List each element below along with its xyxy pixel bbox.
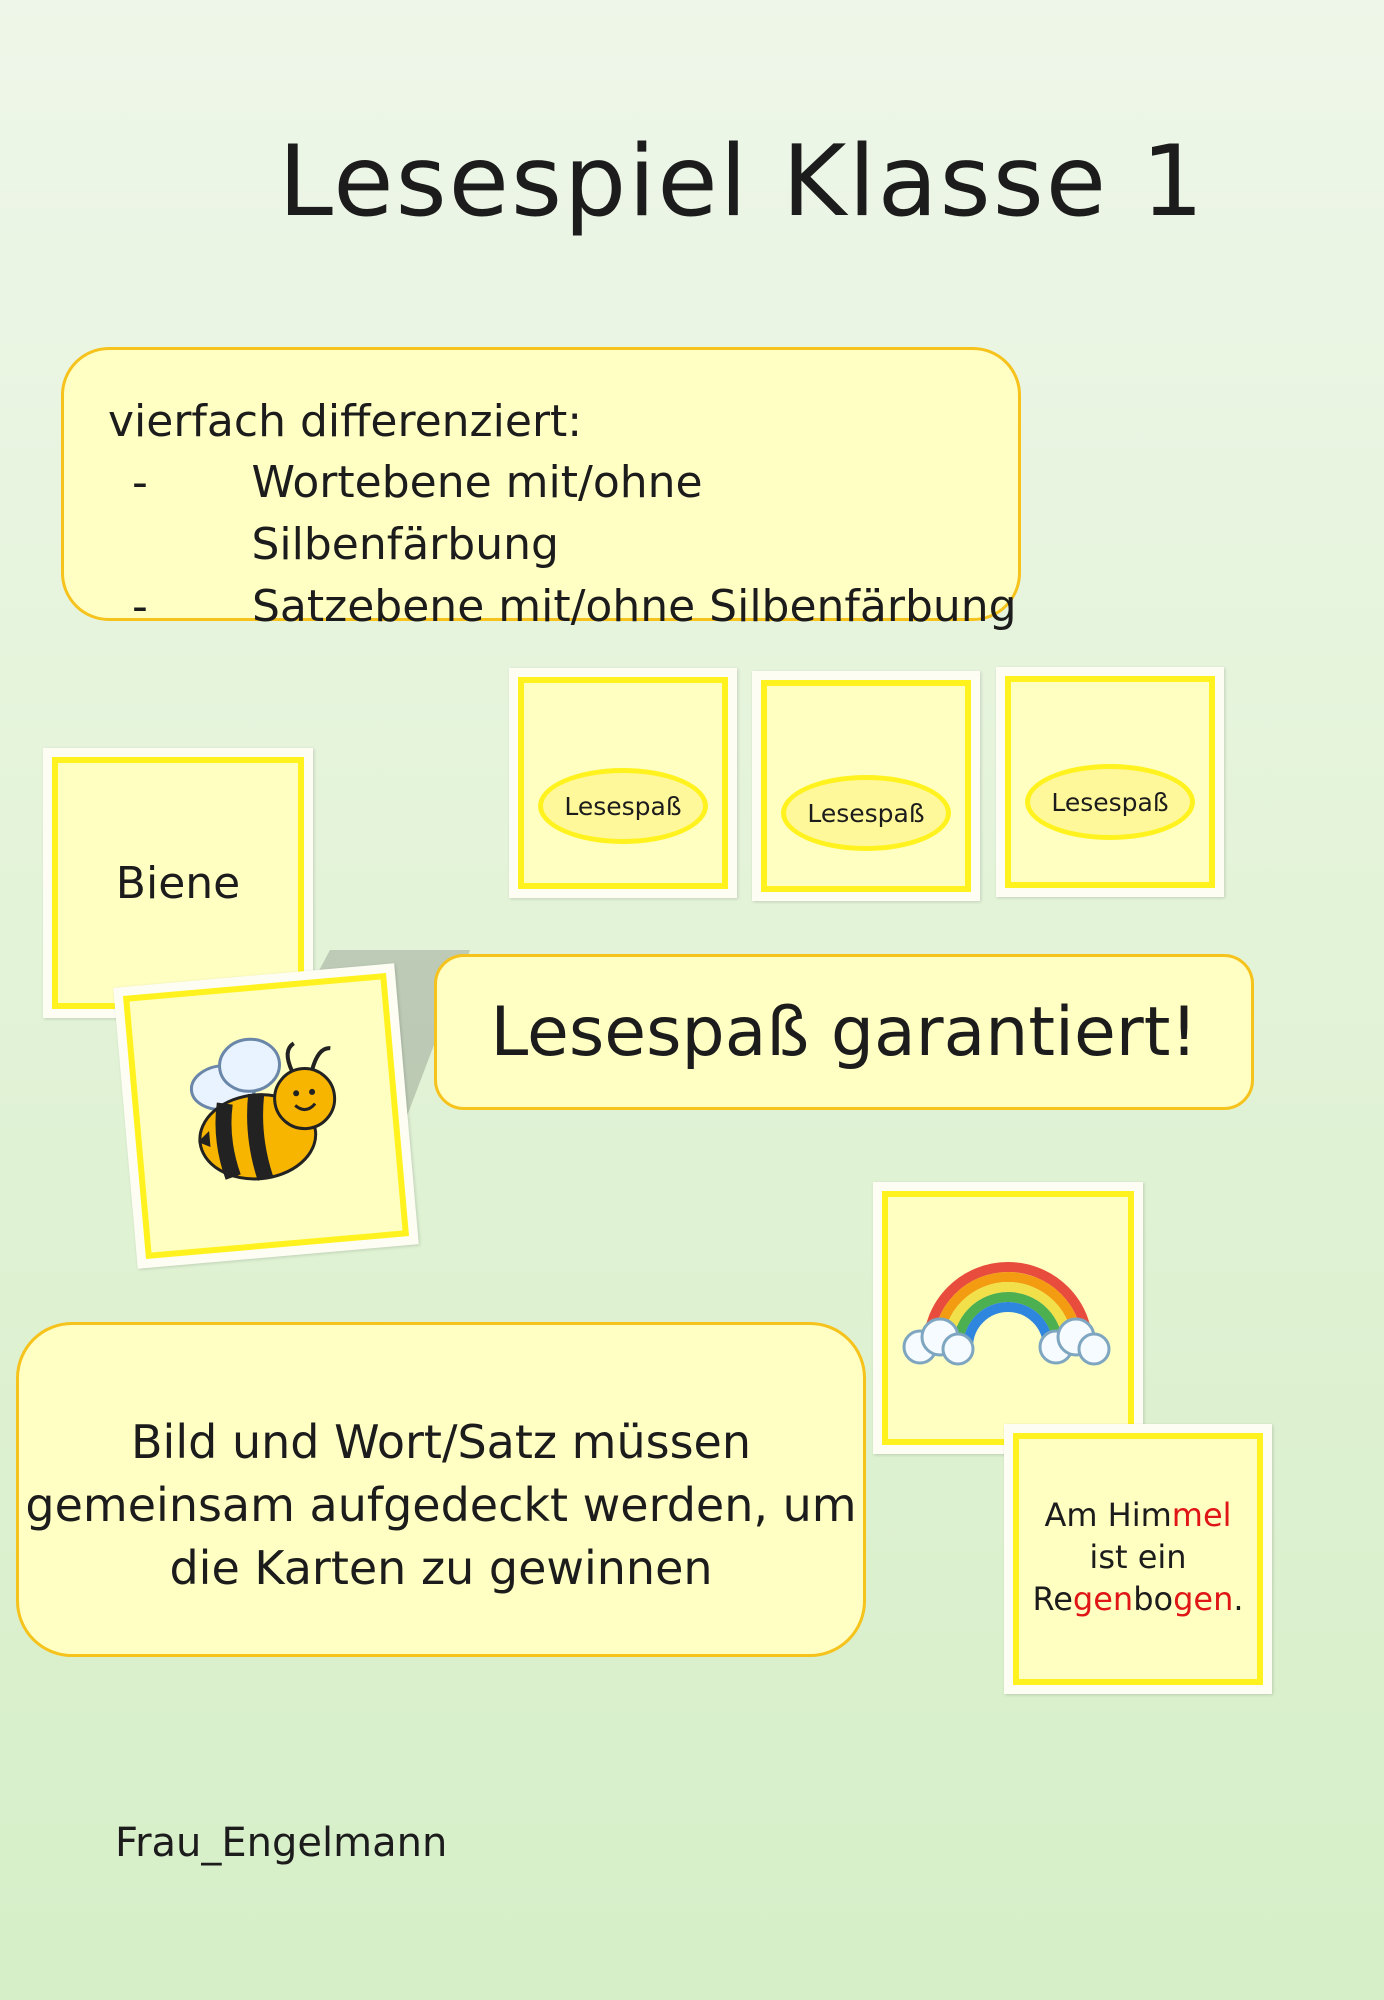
sentence-segment: Am Him: [1044, 1496, 1172, 1534]
features-heading: vierfach differenziert:: [108, 396, 583, 447]
card-back: [509, 668, 737, 898]
picture-card-rainbow: [873, 1182, 1143, 1454]
features-item: [108, 576, 1018, 638]
sentence-line-2: [1019, 1536, 1257, 1578]
features-item-text: Wortebene mit/ohne Silbenfärbung: [251, 457, 703, 570]
sentence-segment-red: mel: [1171, 1496, 1232, 1534]
author-name: Frau_Engelmann: [115, 1820, 448, 1866]
card-back-label: Lesespaß: [781, 775, 951, 851]
card-back: [752, 671, 980, 901]
features-item-text: Satzebene mit/ohne Silbenfärbung: [252, 581, 1017, 632]
bee-icon: [136, 986, 396, 1246]
rules-line: Bild und Wort/Satz müssen: [131, 1415, 751, 1469]
picture-card-bee: [113, 963, 419, 1269]
sentence-segment: Re: [1032, 1580, 1073, 1618]
features-bullet: -: [132, 581, 148, 632]
features-box: [61, 347, 1021, 632]
card-back-label: Lesespaß: [538, 768, 708, 844]
features-item: [108, 452, 1018, 576]
sentence-line-3: [1019, 1578, 1257, 1620]
card-back: [996, 667, 1224, 897]
sentence-card: [1004, 1424, 1272, 1694]
rules-box: [16, 1322, 866, 1657]
page-title: Lesespiel Klasse 1: [278, 125, 1206, 239]
sentence-segment: .: [1233, 1580, 1244, 1618]
sentence-segment-red: gen: [1173, 1580, 1234, 1618]
sentence-segment: bo: [1133, 1580, 1174, 1618]
rainbow-icon: [888, 1197, 1128, 1437]
card-back-label: Lesespaß: [1025, 764, 1195, 840]
sentence-text: [1019, 1439, 1257, 1620]
tagline-text: Lesespaß garantiert!: [490, 992, 1198, 1072]
rules-line: die Karten zu gewinnen: [169, 1541, 713, 1595]
sentence-line-1: [1019, 1494, 1257, 1536]
tagline-box: [434, 954, 1254, 1110]
sentence-segment-red: gen: [1072, 1580, 1134, 1618]
features-bullet: -: [132, 457, 148, 508]
rules-line: gemeinsam aufgedeckt werden, um: [25, 1478, 857, 1532]
sentence-segment: ist ein: [1089, 1538, 1187, 1576]
word-card-text: Biene: [115, 857, 241, 909]
